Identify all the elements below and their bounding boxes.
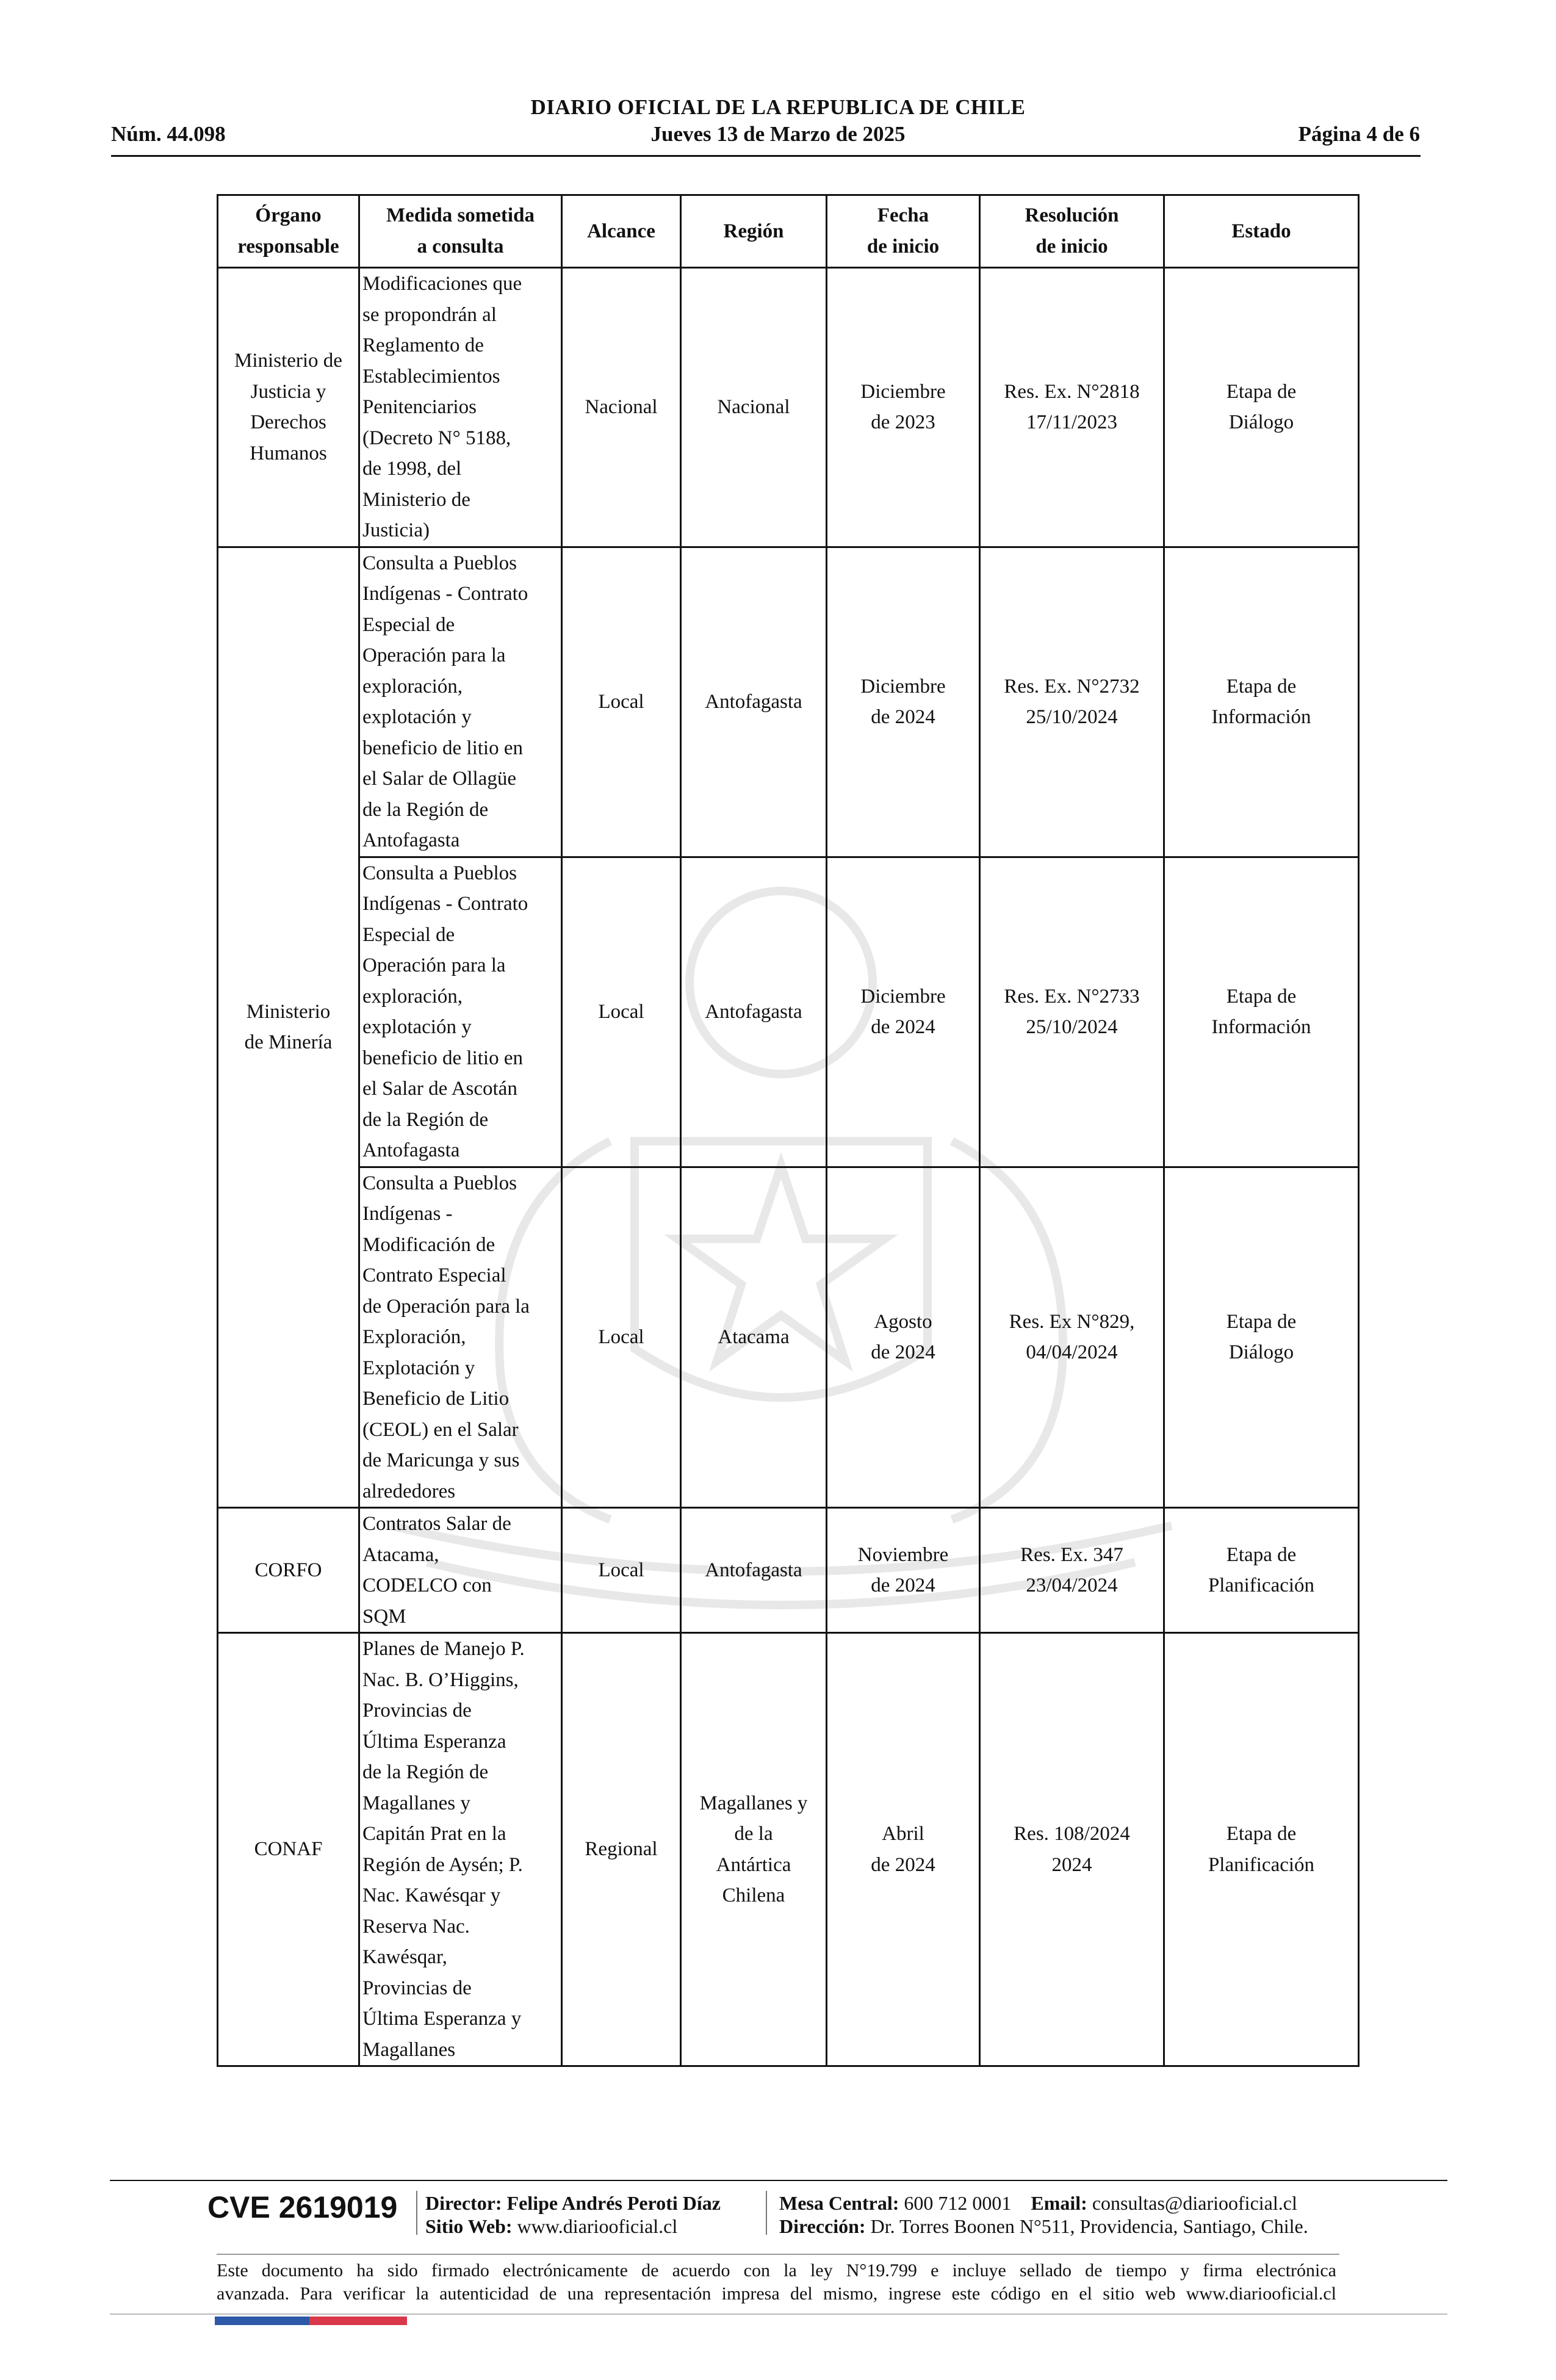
footer-director-block <box>425 2191 721 2238</box>
cell-alcance: Regional <box>562 1633 681 2066</box>
table-header-row <box>218 195 1359 268</box>
cell-medida: Planes de Manejo P. Nac. B. O’Higgins, Provincias de Última Esperanza de la Región de Magallanes y Capitán Prat en la Región de Aysén; P. Nac. Kawésqar y Reserva Nac. Kawésqar, Provincias de Última Esperanza y Magallanes <box>359 1633 562 2066</box>
legal-line: avanzada. Para verificar la autenticidad de una representación impresa del mismo, ingrese este código en el sitio web www.diariooficial.cl <box>217 2284 1336 2304</box>
footer-divider <box>110 2313 1447 2315</box>
footer-contact-block <box>779 2191 1308 2238</box>
cell-resolucion: Res. Ex. 347 23/04/2024 <box>980 1508 1164 1633</box>
col-header-organo: Órgano responsable <box>218 195 359 268</box>
cve-code: CVE 2619019 <box>207 2190 398 2224</box>
email-label: Email: <box>1031 2192 1087 2214</box>
cell-resolucion: Res. Ex N°829, 04/04/2024 <box>980 1167 1164 1508</box>
site-link[interactable]: www.diariooficial.cl <box>517 2215 678 2237</box>
table-row <box>218 1633 1359 2066</box>
cell-resolucion: Res. Ex. N°2732 25/10/2024 <box>980 547 1164 857</box>
address-label: Dirección: <box>779 2215 866 2237</box>
table-row <box>218 857 1359 1167</box>
cell-alcance: Nacional <box>562 268 681 547</box>
table-row <box>218 268 1359 547</box>
director-label: Director: <box>425 2192 502 2214</box>
cell-estado: Etapa de Información <box>1164 857 1359 1167</box>
page-indicator: Página 4 de 6 <box>1298 122 1420 146</box>
cell-organo: Ministerio de Minería <box>218 547 359 1508</box>
cell-fecha: Diciembre de 2024 <box>827 857 980 1167</box>
cell-medida: Modificaciones que se propondrán al Reglamento de Establecimientos Penitenciarios (Decreto N° 5188, de 1998, del Ministerio de Justicia) <box>359 268 562 547</box>
cell-resolucion: Res. Ex. N°2818 17/11/2023 <box>980 268 1164 547</box>
table-row <box>218 1508 1359 1633</box>
cell-resolucion: Res. 108/2024 2024 <box>980 1633 1164 2066</box>
cell-estado: Etapa de Diálogo <box>1164 268 1359 547</box>
cell-estado: Etapa de Planificación <box>1164 1633 1359 2066</box>
mesa-label: Mesa Central: <box>779 2192 899 2214</box>
cell-organo: CONAF <box>218 1633 359 2066</box>
issue-date: Jueves 13 de Marzo de 2025 <box>650 122 906 146</box>
cell-alcance: Local <box>562 1167 681 1508</box>
col-header-medida: Medida sometida a consulta <box>359 195 562 268</box>
consultation-table-container <box>217 194 1358 2067</box>
site-label: Sitio Web: <box>425 2215 513 2237</box>
cell-estado: Etapa de Información <box>1164 547 1359 857</box>
cell-fecha: Diciembre de 2024 <box>827 547 980 857</box>
cell-alcance: Local <box>562 1508 681 1633</box>
cell-alcance: Local <box>562 857 681 1167</box>
cell-fecha: Abril de 2024 <box>827 1633 980 2066</box>
cell-resolucion: Res. Ex. N°2733 25/10/2024 <box>980 857 1164 1167</box>
newspaper-title: DIARIO OFICIAL DE LA REPUBLICA DE CHILE <box>530 95 1026 119</box>
cell-medida: Contratos Salar de Atacama, CODELCO con SQM <box>359 1508 562 1633</box>
legal-line: Este documento ha sido firmado electrónicamente de acuerdo con la ley N°19.799 e incluye sellado de tiempo y firma electrónica <box>217 2260 1336 2281</box>
cell-fecha: Diciembre de 2023 <box>827 268 980 547</box>
cell-fecha: Noviembre de 2024 <box>827 1508 980 1633</box>
cell-medida: Consulta a Pueblos Indígenas - Contrato Especial de Operación para la exploración, explotación y beneficio de litio en el Salar de Ascotán de la Región de Antofagasta <box>359 857 562 1167</box>
table-row <box>218 547 1359 857</box>
director-name: Felipe Andrés Peroti Díaz <box>506 2192 721 2214</box>
cell-organo: Ministerio de Justicia y Derechos Humanos <box>218 268 359 547</box>
footer-divider <box>217 2254 1339 2255</box>
legal-notice <box>217 2259 1336 2306</box>
cell-medida: Consulta a Pueblos Indígenas - Contrato Especial de Operación para la exploración, explotación y beneficio de litio en el Salar de Ollagüe de la Región de Antofagasta <box>359 547 562 857</box>
cell-region: Antofagasta <box>681 857 827 1167</box>
cell-region: Antofagasta <box>681 547 827 857</box>
consultation-table <box>217 194 1360 2067</box>
footer-separator <box>416 2191 417 2235</box>
cell-region: Atacama <box>681 1167 827 1508</box>
cell-estado: Etapa de Planificación <box>1164 1508 1359 1633</box>
email-link[interactable]: consultas@diariooficial.cl <box>1092 2192 1297 2214</box>
col-header-alcance: Alcance <box>562 195 681 268</box>
header-divider <box>111 155 1421 157</box>
cell-medida: Consulta a Pueblos Indígenas - Modificación de Contrato Especial de Operación para la Exploración, Explotación y Beneficio de Litio (CEOL) en el Salar de Maricunga y sus alrededores <box>359 1167 562 1508</box>
col-header-region: Región <box>681 195 827 268</box>
cell-estado: Etapa de Diálogo <box>1164 1167 1359 1508</box>
table-row <box>218 1167 1359 1508</box>
mesa-phone: 600 712 0001 <box>904 2192 1012 2214</box>
cell-organo: CORFO <box>218 1508 359 1633</box>
cell-alcance: Local <box>562 547 681 857</box>
col-header-estado: Estado <box>1164 195 1359 268</box>
footer-separator <box>766 2191 767 2235</box>
footer-divider <box>110 2180 1447 2181</box>
col-header-resolucion: Resolución de inicio <box>980 195 1164 268</box>
cell-region: Nacional <box>681 268 827 547</box>
col-header-fecha: Fecha de inicio <box>827 195 980 268</box>
address-text: Dr. Torres Boonen N°511, Providencia, Santiago, Chile. <box>870 2215 1308 2237</box>
cell-region: Magallanes y de la Antártica Chilena <box>681 1633 827 2066</box>
cell-region: Antofagasta <box>681 1508 827 1633</box>
flag-stripe <box>215 2317 407 2325</box>
cell-fecha: Agosto de 2024 <box>827 1167 980 1508</box>
issue-number: Núm. 44.098 <box>111 122 226 146</box>
